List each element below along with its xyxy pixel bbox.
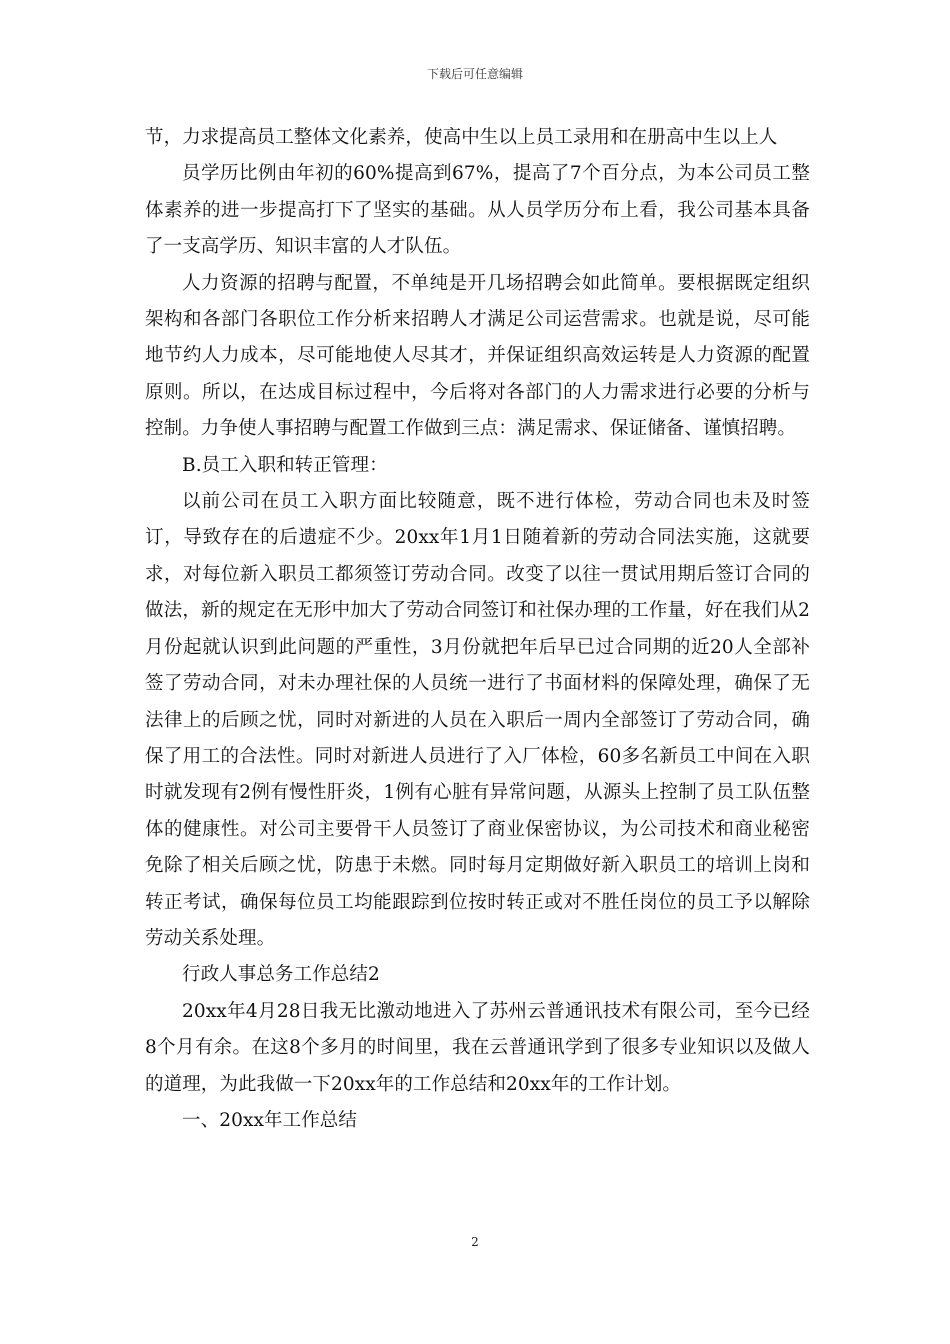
paragraph-onboarding: 以前公司在员工入职方面比较随意，既不进行体检，劳动合同也未及时签订，导致存在的后遗症不少。20xx年1月1日随着新的劳动合同法实施，这就要求，对每位新入职员工都须签订劳动合同。改变了以往一贯试用期后签订合同的做法，新的规定在无形中加大了劳动合同签订和社保办理的工作量，好在我们从2月份起就认识到此问题的严重性，3月份就把年后早已过合同期的近20人全部补签了劳动合同，对未办理社保的人员统一进行了书面材料的保障处理，确保了无法律上的后顾之忧，同时对新进的人员在入职后一周内全部签订了劳动合同，确保了用工的合法性。同时对新进人员进行了入厂体检，60多名新员工中间在入职时就发现有2例有慢性肝炎，1例有心脏有异常问题，从源头上控制了员工队伍整体的健康性。对公司主要骨干人员签订了商业保密协议，为公司技术和商业秘密免除了相关后顾之忧，防患于未燃。同时每月定期做好新入职员工的培训上岗和转正考试，确保每位员工均能跟踪到位按时转正或对不胜任岗位的员工予以解除劳动关系处理。 <box>145 491 810 949</box>
paragraph-education-ratio: 员学历比例由年初的60%提高到67%，提高了7个百分点，为本公司员工整体素养的进一步提高打下了坚实的基础。从人员学历分布上看，我公司基本具备了一支高学历、知识丰富的人才队伍。 <box>145 163 810 258</box>
paragraph-recruitment: 人力资源的招聘与配置，不单纯是开几场招聘会如此简单。要根据既定组织架构和各部门各职位工作分析来招聘人才满足公司运营需求。也就是说，尽可能地节约人力成本，尽可能地使人尽其才，并保证组织高效运转是人力资源的配置原则。所以，在达成目标过程中，今后将对各部门的人力需求进行必要的分析与控制。力争使人事招聘与配置工作做到三点：满足需求、保证储备、谨慎招聘。 <box>145 272 810 440</box>
page-header: 下载后可任意编辑 <box>426 67 523 81</box>
document-subtitle: 行政人事总务工作总结2 <box>182 964 380 986</box>
paragraph-continuation: 节，力求提高员工整体文化素养，使高中生以上员工录用和在册高中生以上人 <box>145 127 778 148</box>
page-number: 2 <box>471 1235 479 1249</box>
section-heading-onboarding: B.员工入职和转正管理： <box>182 454 388 476</box>
paragraph-intro: 20xx年4月28日我无比激动地进入了苏州云普通讯技术有限公司，至今已经8个月有余。在这8个多月的时间里，我在云普通讯学到了很多专业知识以及做人的道理，为此我做一下20xx年的工作总结和20xx年的工作计划。 <box>145 1000 810 1095</box>
section-heading-summary: 一、20xx年工作总结 <box>182 1109 358 1131</box>
document-body <box>145 120 810 1139</box>
